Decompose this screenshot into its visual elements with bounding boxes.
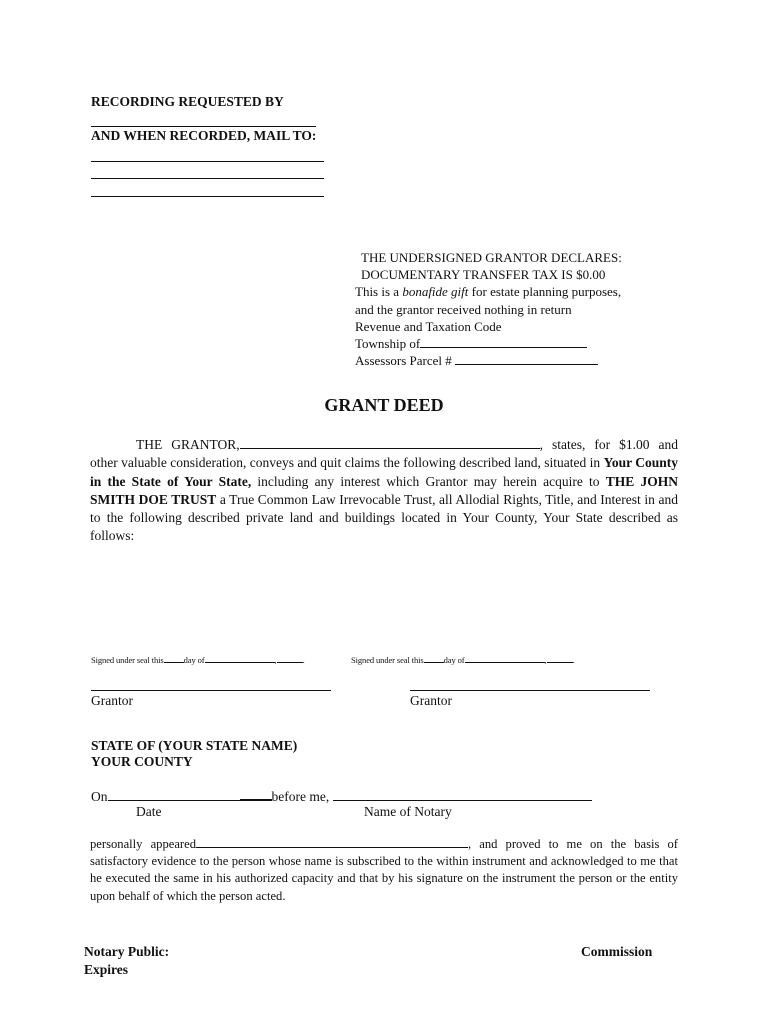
date-blank bbox=[108, 788, 240, 801]
mail-to-label: AND WHEN RECORDED, MAIL TO: bbox=[91, 128, 317, 143]
recording-requested-by: RECORDING REQUESTED BY bbox=[91, 94, 284, 109]
day-of-text: day of bbox=[183, 655, 205, 665]
county-state-bold: Your County in the State of Your State, bbox=[90, 455, 678, 489]
declaration-line-3-rest: for estate planning purposes, bbox=[468, 284, 622, 300]
parcel-blank bbox=[455, 352, 598, 365]
grant-text-1: , states, for $1.00 and other valuable consideration, conveys and quit claims the following described land, situated in bbox=[90, 437, 678, 471]
mail-to-line-1 bbox=[91, 161, 324, 162]
year-blank-left bbox=[274, 654, 303, 665]
parcel-row bbox=[355, 352, 675, 369]
declaration-block bbox=[355, 249, 675, 369]
month-blank-right bbox=[465, 654, 545, 663]
period-text: . bbox=[302, 655, 305, 665]
on-text: On bbox=[91, 789, 108, 804]
township-row bbox=[355, 335, 675, 352]
grantor-signature-line-left bbox=[91, 690, 331, 691]
before-me-text: before me, bbox=[271, 789, 330, 804]
notary-name-blank bbox=[333, 788, 592, 801]
appeared-text: personally appeared bbox=[90, 837, 197, 851]
grantor-name-blank bbox=[240, 436, 540, 449]
declaration-line-1: THE UNDERSIGNED GRANTOR DECLARES: bbox=[361, 250, 622, 265]
day-of-text: day of bbox=[443, 655, 465, 665]
trust-name: THE JOHN SMITH DOE TRUST bbox=[90, 473, 678, 507]
period-text: . bbox=[572, 655, 575, 665]
date-label: Date bbox=[136, 804, 162, 819]
declaration-line-2: DOCUMENTARY TRANSFER TAX IS $0.00 bbox=[361, 267, 606, 283]
month-blank-left bbox=[205, 654, 275, 663]
grant-text-2: including any interest which Grantor may herein acquire to bbox=[251, 473, 606, 489]
date-blank-2 bbox=[240, 787, 272, 801]
grant-paragraph bbox=[90, 436, 678, 546]
notary-public-label: Notary Public: bbox=[84, 944, 170, 959]
notary-date-row bbox=[91, 787, 592, 805]
mail-to-line-3 bbox=[91, 196, 324, 197]
grantor-intro: THE GRANTOR, bbox=[136, 437, 240, 452]
comma-text: , bbox=[274, 655, 277, 665]
township-label: Township of bbox=[355, 336, 421, 352]
township-blank bbox=[420, 335, 587, 348]
parcel-label: Assessors Parcel # bbox=[355, 353, 452, 369]
bonafide-gift: bonafide gift bbox=[402, 284, 469, 300]
name-of-notary-label: Name of Notary bbox=[364, 804, 452, 819]
declaration-line-4: and the grantor received nothing in return bbox=[355, 301, 572, 317]
declaration-line-3 bbox=[355, 283, 675, 300]
signed-seal-left bbox=[91, 654, 305, 665]
appeared-name-blank bbox=[196, 835, 468, 848]
signed-seal-text: Signed under seal this bbox=[351, 655, 424, 665]
signed-seal-text: Signed under seal this bbox=[91, 655, 164, 665]
notary-county: YOUR COUNTY bbox=[91, 754, 193, 769]
day-blank-left bbox=[164, 654, 184, 663]
appeared-text-rest: , and proved to me on the basis of satisfactory evidence to the person whose name is subscribed to the within instrument and acknowledged to me that he executed the same in his authorized capacity and that by his signature on the instrument the person or the entity upon behalf of which the person acted. bbox=[90, 837, 678, 903]
grantor-signature-line-right bbox=[410, 690, 650, 691]
signed-seal-right bbox=[351, 654, 575, 665]
comma-text: , bbox=[544, 655, 547, 665]
commission-label: Commission bbox=[581, 944, 653, 959]
declaration-line-3-text: This is a bbox=[355, 284, 403, 300]
grantor-label-right: Grantor bbox=[410, 693, 452, 708]
personally-appeared-paragraph bbox=[90, 835, 678, 905]
document-title: GRANT DEED bbox=[324, 395, 444, 415]
mail-to-line-2 bbox=[91, 178, 324, 179]
notary-state: STATE OF (YOUR STATE NAME) bbox=[91, 738, 298, 753]
grant-text-3: a True Common Law Irrevocable Trust, all Allodial Rights, Title, and Interest in and to the following described private land and buildings located in Your County, Your State described as follows: bbox=[90, 491, 678, 544]
day-blank-right bbox=[424, 654, 444, 663]
expires-label: Expires bbox=[84, 962, 129, 977]
grantor-label-left: Grantor bbox=[91, 693, 133, 708]
declaration-line-5: Revenue and Taxation Code bbox=[355, 318, 502, 334]
year-blank-right bbox=[544, 654, 573, 665]
